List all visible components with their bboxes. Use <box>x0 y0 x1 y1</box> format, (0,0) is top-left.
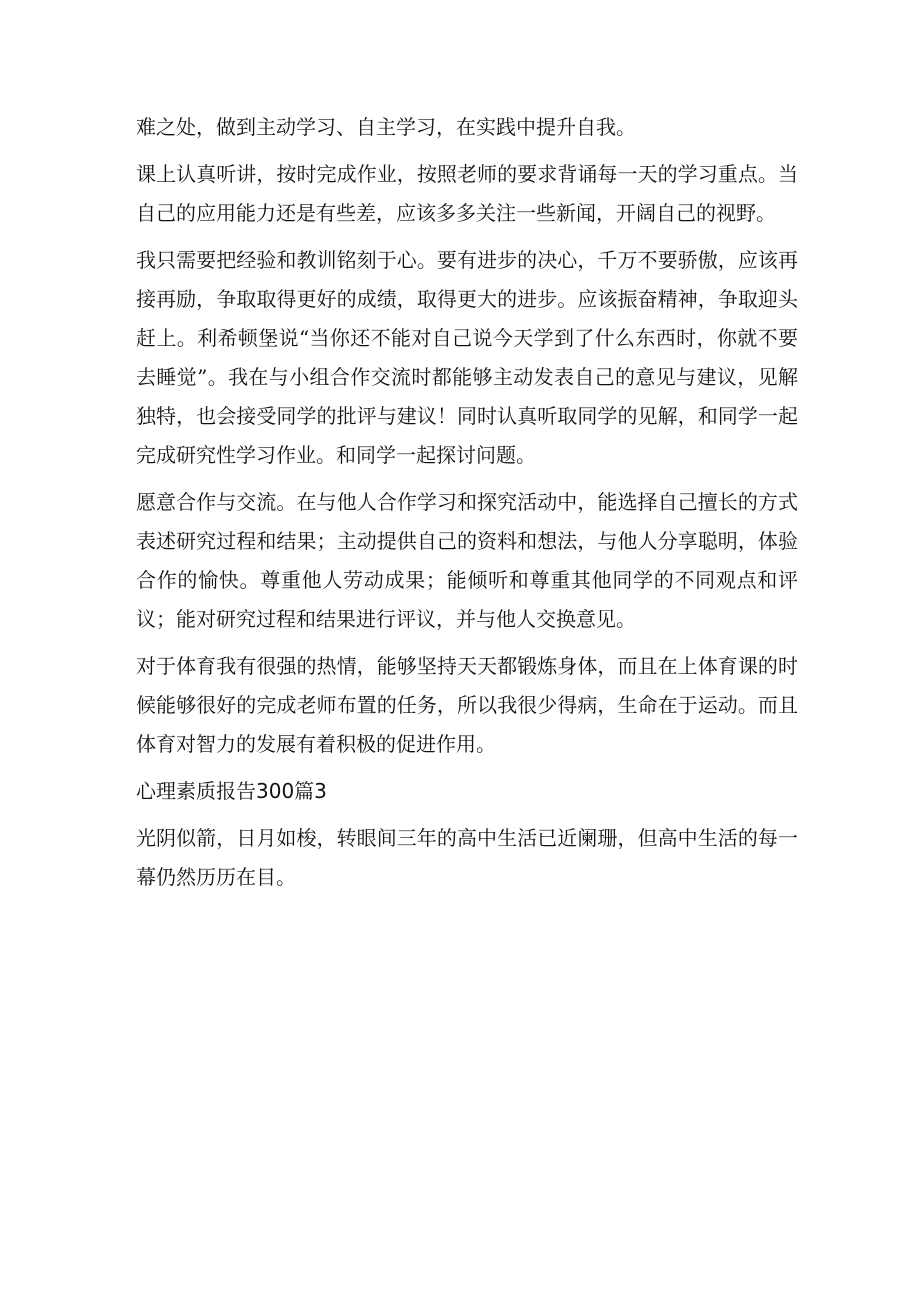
paragraph-5: 对于体育我有很强的热情，能够坚持天天都锻炼身体，而且在上体育课的时候能够很好的完成老师布置的任务，所以我很少得病，生命在于运动。而且体育对智力的发展有着积极的促进作用。 <box>136 654 798 756</box>
paragraph-3: 我只需要把经验和教训铭刻于心。要有进步的决心，千万不要骄傲，应该再接再励，争取取得更好的成绩，取得更大的进步。应该振奋精神，争取迎头赶上。利希顿堡说“当你还不能对自己说今天学到了什么东西时，你就不要去睡觉”。我在与小组合作交流时都能够主动发表自己的意见与建议，见解独特，也会接受同学的批评与建议！同时认真听取同学的见解，和同学一起完成研究性学习作业。和同学一起探讨问题。 <box>136 248 798 467</box>
paragraph-4: 愿意合作与交流。在与他人合作学习和探究活动中，能选择自己擅长的方式表述研究过程和结果；主动提供自己的资料和想法，与他人分享聪明，体验合作的愉快。尊重他人劳动成果；能倾听和尊重其他同学的不同观点和评议；能对研究过程和结果进行评议，并与他人交换意见。 <box>136 490 798 631</box>
document-body <box>136 108 798 905</box>
section-heading: 心理素质报告300篇3 <box>136 779 327 803</box>
paragraph-1: 难之处，做到主动学习、自主学习，在实践中提升自我。 <box>136 115 636 139</box>
paragraph-2: 课上认真听讲，按时完成作业，按照老师的要求背诵每一天的学习重点。当自己的应用能力还是有些差，应该多多关注一些新闻，开阔自己的视野。 <box>136 162 798 225</box>
closing-paragraph: 光阴似箭，日月如梭，转眼间三年的高中生活已近阑珊，但高中生活的每一幕仍然历历在目。 <box>136 826 798 889</box>
